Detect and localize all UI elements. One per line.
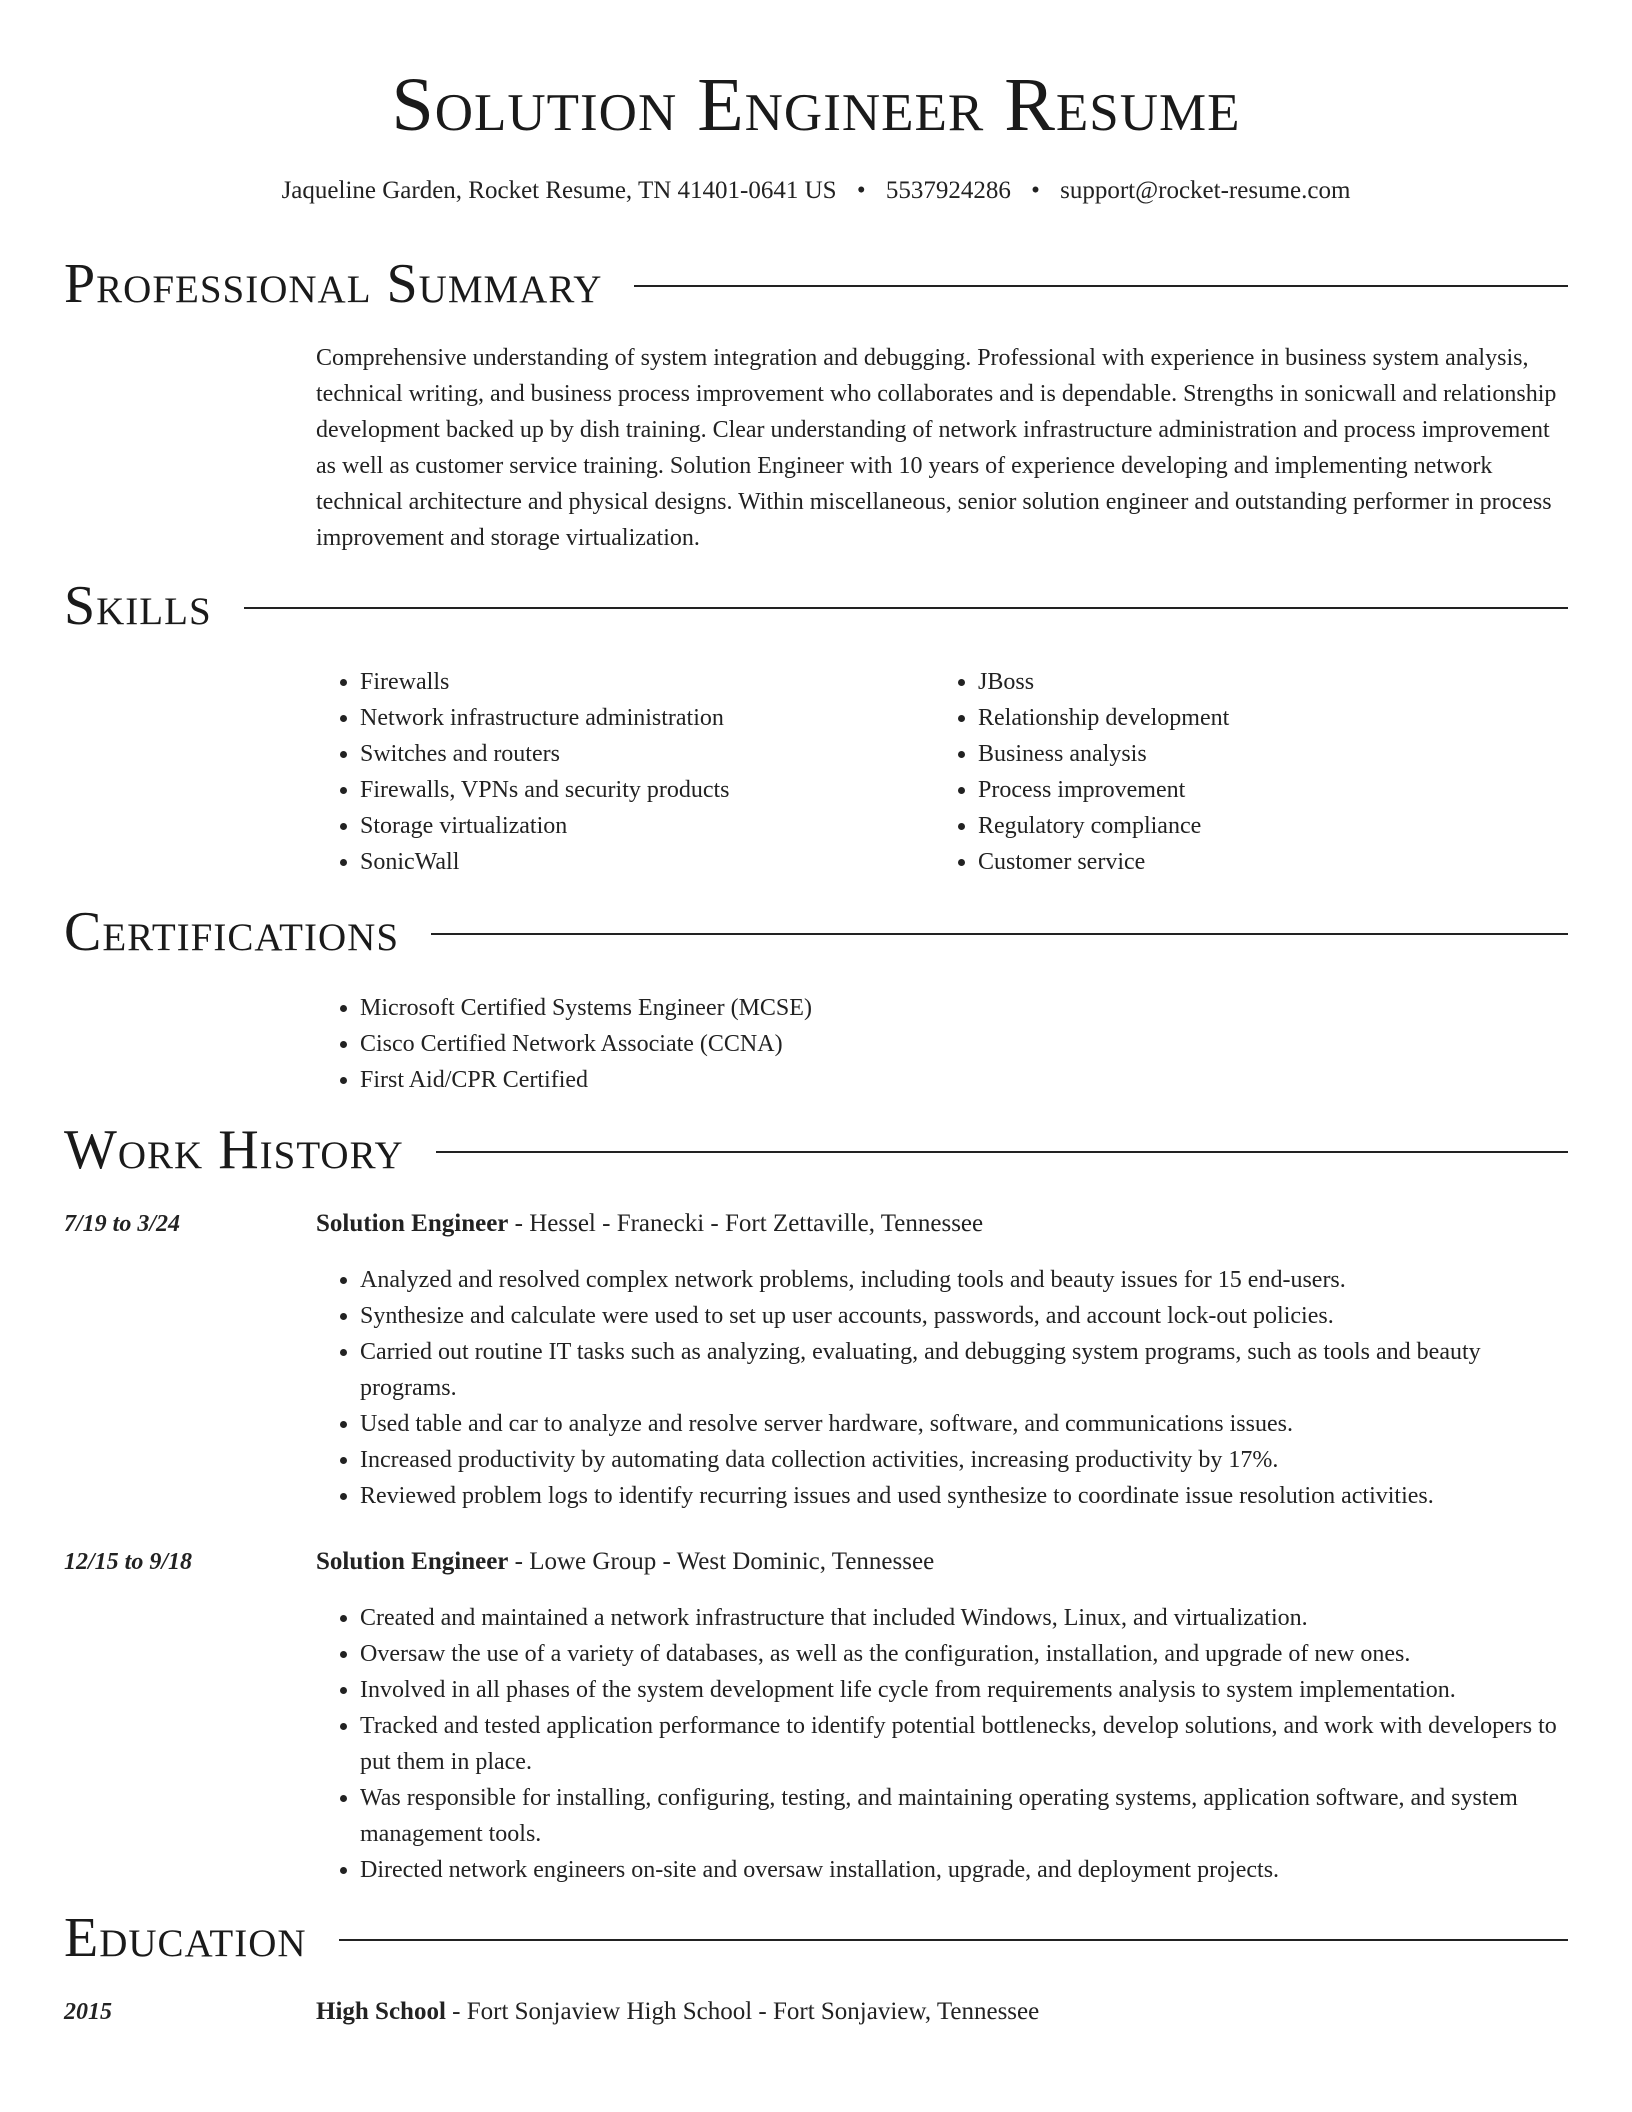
section-title-work-history: Work History: [64, 1119, 404, 1181]
job-title: Solution Engineer: [316, 1548, 509, 1575]
job-bullet: • Reviewed problem logs to identify recurring issues and used synthesize to coordinate issue resolution activities.: [360, 1478, 1568, 1514]
job-employer: - Hessel - Franecki - Fort Zettaville, Tennessee: [508, 1210, 984, 1237]
job-bullets: [316, 1262, 1568, 1514]
education-degree: High School: [316, 1998, 446, 2025]
skill-item: • Switches and routers: [360, 736, 934, 772]
job-dates: 12/15 to 9/18: [64, 1549, 193, 1575]
section-title-summary: Professional Summary: [64, 253, 603, 315]
job-bullets: [316, 1600, 1568, 1888]
job-bullet: • Created and maintained a network infrastructure that included Windows, Linux, and virtualization.: [360, 1600, 1568, 1636]
skill-item: • Business analysis: [978, 736, 1552, 772]
job-bullet: • Used table and car to analyze and resolve server hardware, software, and communications issues.: [360, 1406, 1568, 1442]
section-divider: [244, 607, 1568, 609]
skills-column-right: [934, 664, 1552, 880]
separator-dot: •: [856, 177, 866, 204]
contact-email: support@rocket-resume.com: [1060, 177, 1351, 204]
job-heading: [316, 1544, 1568, 1580]
section-header-skills: [64, 574, 1568, 638]
skill-item: • Storage virtualization: [360, 808, 934, 844]
certification-item: • First Aid/CPR Certified: [360, 1062, 1568, 1098]
skill-item: • Firewalls, VPNs and security products: [360, 772, 934, 808]
job-dates: 7/19 to 3/24: [64, 1211, 181, 1237]
section-title-certifications: Certifications: [64, 901, 400, 963]
certification-item: • Cisco Certified Network Associate (CCNA): [360, 1026, 1568, 1062]
job-bullet: • Carried out routine IT tasks such as analyzing, evaluating, and debugging system programs, such as tools and beauty programs.: [360, 1334, 1568, 1406]
education-year: 2015: [64, 1999, 112, 2025]
section-divider: [339, 1939, 1568, 1941]
job-bullet: • Synthesize and calculate were used to set up user accounts, passwords, and account lock-out policies.: [360, 1298, 1568, 1334]
job-bullet: • Was responsible for installing, configuring, testing, and maintaining operating systems, application software, and system management tools.: [360, 1780, 1568, 1852]
section-divider: [634, 285, 1568, 287]
section-title-skills: Skills: [64, 575, 212, 637]
skill-item: • JBoss: [978, 664, 1552, 700]
skill-item: • Process improvement: [978, 772, 1552, 808]
contact-address: Jaqueline Garden, Rocket Resume, TN 41401-0641 US: [281, 177, 837, 204]
contact-phone: 5537924286: [885, 177, 1011, 204]
job-bullet: • Increased productivity by automating data collection activities, increasing productivity by 17%.: [360, 1442, 1568, 1478]
section-header-work-history: [64, 1118, 1568, 1182]
certification-item: • Microsoft Certified Systems Engineer (MCSE): [360, 990, 1568, 1026]
section-header-summary: [64, 252, 1568, 316]
job-title: Solution Engineer: [316, 1210, 509, 1237]
section-divider: [431, 933, 1568, 935]
skill-item: • Relationship development: [978, 700, 1552, 736]
skill-item: • SonicWall: [360, 844, 934, 880]
separator-dot: •: [1031, 177, 1040, 204]
job-bullet: • Directed network engineers on-site and oversaw installation, upgrade, and deployment projects.: [360, 1852, 1568, 1888]
job-bullet: • Tracked and tested application performance to identify potential bottlenecks, develop solutions, and work with developers to put them in place.: [360, 1708, 1568, 1780]
skills-column-left: [316, 664, 934, 880]
skill-item: • Firewalls: [360, 664, 934, 700]
job-bullet: • Oversaw the use of a variety of databases, as well as the configuration, installation, and upgrade of new ones.: [360, 1636, 1568, 1672]
summary-text: Comprehensive understanding of system integration and debugging. Professional with experience in business system analysis, technical writing, and business process improvement who collaborates and is dependable. Strengths in sonicwall and relationship development backed up by dish training. Clear understanding of network infrastructure administration and process improvement as well as customer service training. Solution Engineer with 10 years of experience developing and implementing network technical architecture and physical designs. Within miscellaneous, senior solution engineer and outstanding performer in process improvement and storage virtualization.: [316, 345, 1557, 551]
education-heading: [316, 1994, 1568, 2030]
job-bullet: • Analyzed and resolved complex network problems, including tools and beauty issues for 15 end-users.: [360, 1262, 1568, 1298]
education-school: - Fort Sonjaview High School - Fort Sonjaview, Tennessee: [445, 1998, 1040, 2025]
section-header-certifications: [64, 900, 1568, 964]
skill-item: • Network infrastructure administration: [360, 700, 934, 736]
resume-title: Solution Engineer Resume: [391, 63, 1241, 147]
skills-columns: [316, 664, 1568, 880]
section-title-education: Education: [64, 1907, 307, 1969]
skill-item: • Regulatory compliance: [978, 808, 1552, 844]
job-employer: - Lowe Group - West Dominic, Tennessee: [508, 1548, 935, 1575]
certifications-list: [316, 990, 1568, 1098]
section-header-education: [64, 1906, 1568, 1970]
contact-line: [0, 174, 1632, 208]
job-bullet: • Involved in all phases of the system development life cycle from requirements analysis to system implementation.: [360, 1672, 1568, 1708]
section-divider: [436, 1151, 1568, 1153]
skill-item: • Customer service: [978, 844, 1552, 880]
job-heading: [316, 1206, 1568, 1242]
